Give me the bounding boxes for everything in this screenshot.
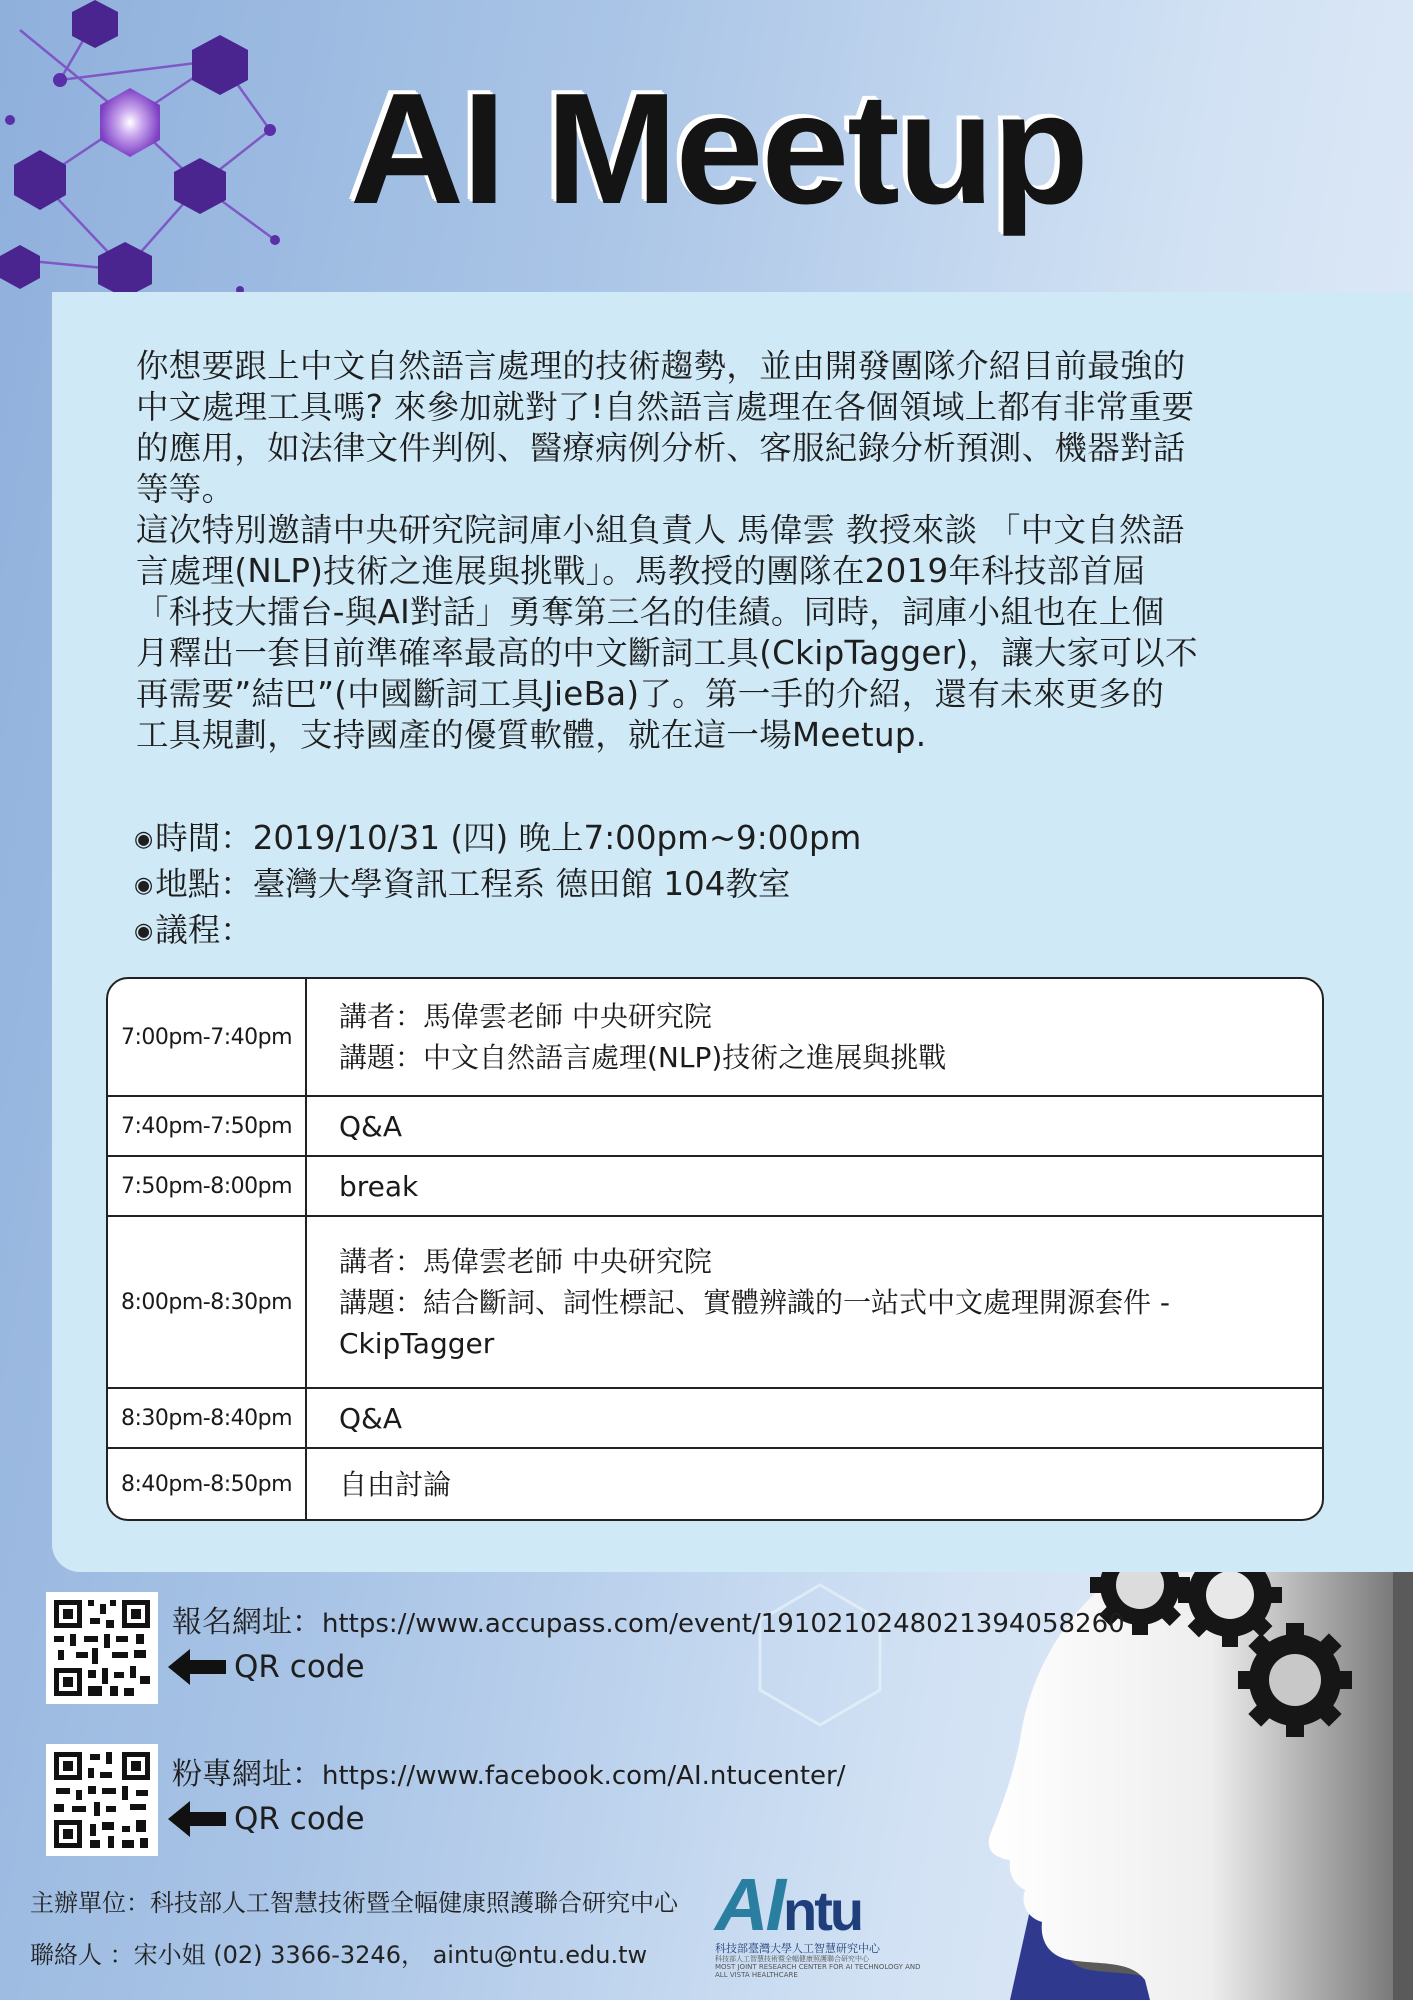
- fanpage-qr-pointer: QR code: [168, 1797, 365, 1841]
- fanpage-url[interactable]: https://www.facebook.com/AI.ntucenter/: [322, 1761, 846, 1791]
- agenda-time: 7:50pm-8:00pm: [108, 1157, 307, 1217]
- agenda-row: [108, 1389, 1322, 1449]
- aintu-logo: AIntu 科技部臺灣大學人工智慧研究中心 科技部人工智慧技術暨全幅健康照護聯合研究中心 MOST JOINT RESEARCH CENTER FOR AI TECHNOLOGY AND ALL VISTA HEALTHCARE: [715, 1863, 921, 1979]
- agenda-time: 8:00pm-8:30pm: [108, 1217, 307, 1389]
- registration-qr-pointer: QR code: [168, 1645, 365, 1689]
- event-time: ◉時間：2019/10/31 (四) 晚上7:00pm~9:00pm: [134, 819, 862, 857]
- event-agenda-label: ◉議程：: [134, 911, 253, 949]
- registration-line: 報名網址：https://www.accupass.com/event/1910210248021394058260: [172, 1605, 1125, 1640]
- arrow-left-icon: [168, 1649, 226, 1685]
- agenda-time: 8:30pm-8:40pm: [108, 1389, 307, 1449]
- event-place: ◉地點：臺灣大學資訊工程系 德田館 104教室: [134, 865, 791, 903]
- organizer: 主辦單位：科技部人工智慧技術暨全幅健康照護聯合研究中心: [30, 1889, 678, 1917]
- agenda-row: [108, 979, 1322, 1097]
- agenda-desc: Q&A: [307, 1097, 1322, 1157]
- molecule-decoration: [0, 0, 280, 305]
- agenda-row: [108, 1157, 1322, 1217]
- bullet-icon: ◉: [134, 873, 154, 898]
- bullet-icon: ◉: [134, 919, 154, 944]
- contact: 聯絡人 ：宋小姐 (02) 3366-3246， aintu@ntu.edu.tw: [30, 1941, 648, 1969]
- registration-qr-code[interactable]: [46, 1592, 158, 1704]
- poster-title: AI Meetup: [350, 61, 1087, 237]
- agenda-row: [108, 1217, 1322, 1389]
- arrow-left-icon: [168, 1801, 226, 1837]
- bullet-icon: ◉: [134, 827, 154, 852]
- agenda-row: [108, 1097, 1322, 1157]
- agenda-time: 8:40pm-8:50pm: [108, 1449, 307, 1519]
- agenda-desc: 講者：馬偉雲老師 中央研究院 講題：中文自然語言處理(NLP)技術之進展與挑戰: [307, 979, 1322, 1097]
- fanpage-qr-code[interactable]: [46, 1744, 158, 1856]
- registration-url[interactable]: https://www.accupass.com/event/1910210248021394058260: [322, 1609, 1125, 1639]
- agenda-desc: Q&A: [307, 1389, 1322, 1449]
- agenda-desc: break: [307, 1157, 1322, 1217]
- intro-paragraph: 你想要跟上中文自然語言處理的技術趨勢，並由開發團隊介紹目前最強的 中文處理工具嗎? 來參加就對了!自然語言處理在各個領域上都有非常重要 的應用，如法律文件判例、醫療病例分析、客服紀錄分析預測、機器對話 等等。 這次特別邀請中央研究院詞庫小組負責人 馬偉雲 教授來談 「中文自然語 言處理(NLP)技術之進展與挑戰」。馬教授的團隊在2019年科技部首屆 「科技大擂台-與AI對話」勇奪第三名的佳績。同時，詞庫小組也在上個 月釋出一套目前準確率最高的中文斷詞工具(CkipTagger)，讓大家可以不 再需要”結巴”(中國斷詞工具JieBa)了。第一手的介紹，還有未來更多的 工具規劃，支持國產的優質軟體，就在這一場Meetup.: [136, 347, 1198, 754]
- agenda-table: [106, 977, 1324, 1521]
- agenda-time: 7:00pm-7:40pm: [108, 979, 307, 1097]
- agenda-desc: 講者：馬偉雲老師 中央研究院 講題：結合斷詞、詞性標記、實體辨識的一站式中文處理開源套件 - CkipTagger: [307, 1217, 1322, 1389]
- fanpage-line: 粉專網址：https://www.facebook.com/AI.ntucenter/: [172, 1757, 846, 1792]
- agenda-time: 7:40pm-7:50pm: [108, 1097, 307, 1157]
- agenda-desc: 自由討論: [339, 1467, 452, 1501]
- agenda-row: [108, 1449, 1322, 1519]
